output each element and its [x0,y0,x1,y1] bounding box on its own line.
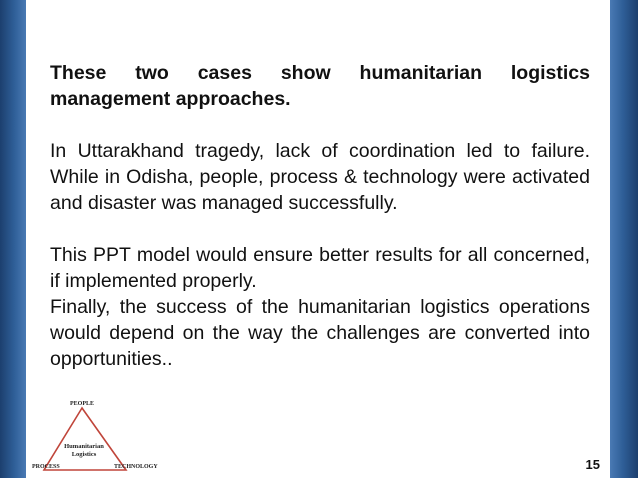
slide-body [50,60,590,372]
page-number: 15 [585,457,600,472]
paragraph-finally: Finally, the success of the humanitarian logistics operations would depend on the way the challenges are converted into opportunities.. [50,296,590,370]
slide [26,0,610,478]
left-frame-bar [0,0,26,478]
diagram-center-line2: Logistics [71,451,97,458]
right-frame-bar [610,0,638,478]
diagram-label-process: PROCESS [32,464,60,470]
diagram-label-people: PEOPLE [69,401,95,407]
triangle-shape [44,408,126,470]
paragraph-spacer [50,112,590,138]
paragraph-uttarakhand: In Uttarakhand tragedy, lack of coordination led to failure. While in Odisha, people, process & technology were activated and disaster was managed successfully. [50,140,590,214]
diagram-center-line1: Humanitarian [64,443,104,450]
ppt-triangle-diagram [30,398,180,478]
lead-paragraph: These two cases show humanitarian logistics management approaches. [50,62,590,110]
paragraph-spacer [50,216,590,242]
paragraph-ppt-model: This PPT model would ensure better results for all concerned, if implemented properly. [50,244,590,292]
diagram-label-technology: TECHNOLOGY [114,464,158,470]
